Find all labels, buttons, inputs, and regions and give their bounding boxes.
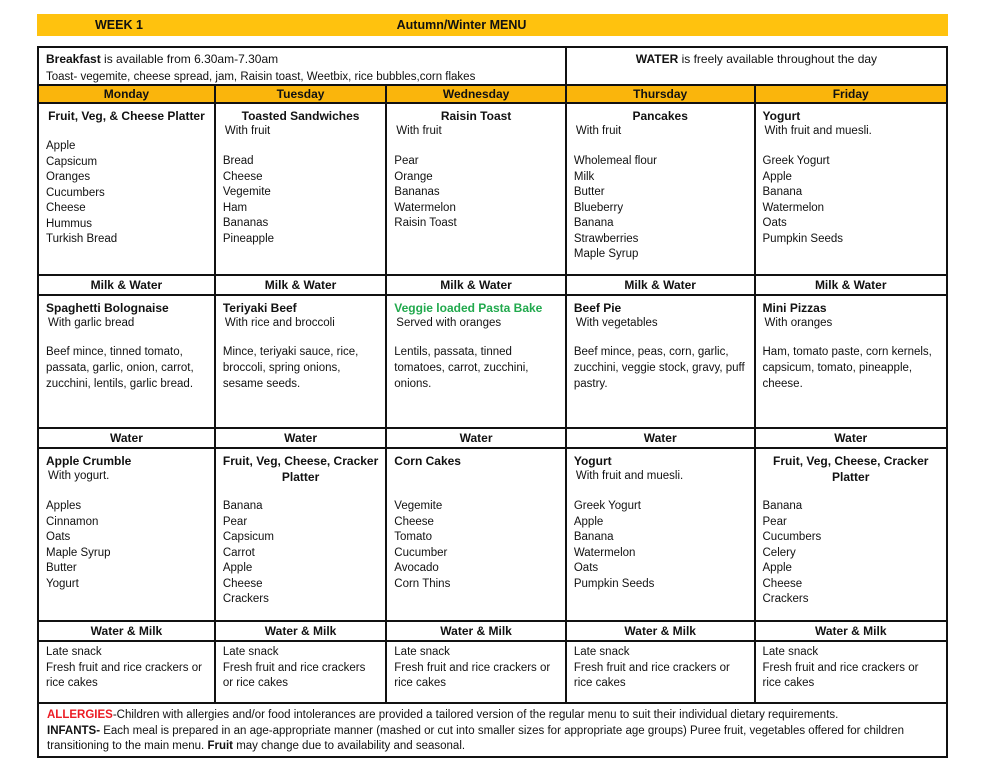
menu-item: Greek Yogurt [573,500,641,512]
late-snack-text: Fresh fruit and rice crackers or rice cakes [222,661,366,689]
breakfast-wednesday [387,104,567,274]
drink-label-wednesday: Water [387,429,567,447]
menu-item: Pumpkin Seeds [573,577,655,590]
breakfast-options: Toast- vegemite, cheese spread, jam, Raisin toast, Weetbix, rice bubbles,corn flakes [46,71,476,83]
day-header-friday: Friday [756,86,946,102]
menu-item: Pineapple [222,232,275,245]
drink-label-tuesday: Water & Milk [216,622,387,640]
menu-item: Butter [573,186,605,198]
late-snack-text: Fresh fruit and rice crackers or rice cakes [46,661,202,689]
meal-subtitle: With yogurt. [48,470,110,482]
snack-monday [39,449,216,620]
snack-friday [756,449,946,620]
meal-items [763,499,939,608]
afternoon-snack-row [39,447,946,620]
late-snack-row [39,640,946,702]
breakfast-friday [756,104,946,274]
late-snack-wednesday [387,642,567,702]
meal-head [46,108,207,139]
late-snack-text: Fresh fruit and rice crackers or rice cakes [394,661,551,689]
meal-title: Raisin Toast [440,109,512,123]
meal-items [763,154,939,247]
menu-item: Apple [762,170,792,183]
infants-label: INFANTS- [47,724,101,737]
snack-tuesday [216,449,387,620]
menu-item: Wholemeal flour [573,155,657,167]
breakfast-availability [39,48,567,84]
meal-subtitle: With fruit [224,125,271,137]
allergies-note [47,708,938,724]
breakfast-monday [39,104,216,274]
menu-item: Vegemite [222,186,271,198]
meal-head [394,453,558,499]
meal-items [394,499,558,592]
meal-head [574,453,747,499]
menu-item: Cheese [762,577,803,590]
menu-item: Banana [573,217,614,229]
meal-title: Teriyaki Beef [222,301,297,315]
meal-title: Fruit, Veg, & Cheese Platter [48,109,205,123]
meal-items [574,154,747,263]
menu-item: Bananas [394,186,440,198]
late-snack-text: Fresh fruit and rice crackers or rice cakes [762,661,919,689]
meal-title: Toasted Sandwiches [241,109,360,123]
meal-title: Fruit, Veg, Cheese, Cracker Platter [222,454,379,484]
drink-label-thursday: Water [567,429,756,447]
meal-subtitle: With oranges [764,317,833,329]
allergies-text: -Children with allergies and/or food intolerances are provided a tailored version of the regular menu to suit their individual dietary requirements. [112,709,839,721]
late-snack-title: Late snack [46,646,102,658]
breakfast-label: Breakfast [46,52,101,66]
menu-item: Vegemite [394,500,443,512]
meal-ingredients: Beef mince, peas, corn, garlic, zucchini, veggie stock, gravy, puff pastry. [573,346,745,390]
menu-item: Crackers [222,593,269,605]
menu-item: Strawberries [573,232,639,245]
meal-subtitle: With vegetables [575,317,658,329]
meal-head [223,453,378,499]
lunch-thursday [567,296,756,427]
meal-title: Yogurt [762,109,801,123]
meal-head [46,453,207,499]
late-snack-monday [39,642,216,702]
breakfast-availability-line [46,51,558,67]
menu-table [37,46,948,758]
menu-item: Crackers [762,593,809,605]
menu-item: Capsicum [46,155,98,168]
menu-item: Oranges [46,171,91,183]
menu-item: Turkish Bread [46,233,118,245]
menu-item: Raisin Toast [394,217,457,229]
menu-item: Blueberry [573,201,624,214]
menu-item: Banana [222,500,263,512]
late-snack-thursday [567,642,756,702]
menu-item: Corn Thins [394,577,451,590]
drink-label-friday: Milk & Water [814,278,887,292]
day-header-row [39,84,946,102]
late-snack-title: Late snack [222,646,279,658]
drink-label-monday: Milk & Water [39,276,216,294]
meal-subtitle: With fruit and muesli. [764,125,872,137]
meal-head [763,453,939,499]
week-label: WEEK 1 [95,18,143,32]
meal-subtitle: With garlic bread [48,317,135,329]
day-header-tuesday: Tuesday [216,86,387,102]
menu-item: Apple [222,562,253,574]
drink-label-monday: Water [39,429,216,447]
menu-item: Pumpkin Seeds [762,232,844,245]
snack-drink-row [39,620,946,640]
meal-subtitle: With fruit and muesli. [575,470,684,482]
water-label: WATER [635,52,679,66]
meal-subtitle: With fruit [396,125,442,137]
meal-title: Mini Pizzas [762,301,827,315]
infants-note [47,724,938,755]
menu-item: Cheese [222,577,263,590]
drink-label-friday: Water [834,431,868,445]
breakfast-availability-text: is available from 6.30am-7.30am [100,52,279,66]
menu-item: Oats [573,562,599,574]
menu-item: Avocado [394,562,439,574]
drink-label-thursday: Water & Milk [567,622,756,640]
meal-head [763,108,939,154]
late-snack-tuesday [216,642,387,702]
menu-item: Yogurt [46,577,79,590]
meal-subtitle: Served with oranges [396,317,502,329]
meal-ingredients: Mince, teriyaki sauce, rice, broccoli, spring onions, sesame seeds. [222,346,359,390]
menu-item: Milk [573,170,595,183]
menu-item: Cheese [46,202,86,214]
snack-thursday [567,449,756,620]
late-snack-title: Late snack [573,646,630,658]
menu-item: Cucumber [394,546,448,559]
menu-item: Cheese [222,170,263,183]
late-snack-title: Late snack [394,646,450,658]
menu-item: Pear [394,155,419,167]
infants-text: Each meal is prepared in an age-appropriate manner (mashed or cut into smaller sizes for appropriate age groups) Puree fruit, vegetables offered for children transitioning to the main menu. [47,724,904,752]
meal-title: Yogurt [573,454,612,468]
water-availability [567,48,946,84]
late-snack-friday [756,642,946,702]
drink-label-tuesday: Milk & Water [216,276,387,294]
menu-item: Butter [46,562,77,574]
day-header-wednesday: Wednesday [387,86,567,102]
menu-item: Cheese [394,515,434,528]
late-snack-text: Fresh fruit and rice crackers or rice cakes [573,661,730,689]
menu-item: Pear [762,515,787,528]
menu-item: Capsicum [222,531,274,543]
menu-item: Carrot [222,546,255,559]
drink-label-friday: Water & Milk [814,624,887,638]
allergies-label: ALLERGIES [47,709,113,721]
lunch-monday [39,296,216,427]
meal-ingredients: Ham, tomato paste, corn kernels, capsicum, tomato, pineapple, cheese. [762,346,932,390]
meal-items [394,154,558,232]
lunch-drink-row [39,427,946,447]
water-availability-text: is freely available throughout the day [678,52,878,66]
menu-item: Maple Syrup [46,546,111,559]
meal-title: Pancakes [632,109,688,123]
meal-head [394,108,558,154]
menu-item: Watermelon [762,201,825,214]
breakfast-drink-row [39,274,946,294]
drink-label-wednesday: Water & Milk [387,622,567,640]
meal-items [574,499,747,592]
meal-title: Fruit, Veg, Cheese, Cracker Platter [773,454,929,484]
menu-item: Apple [46,140,76,152]
fruit-label: Fruit [207,740,234,752]
drink-label-tuesday: Water [216,429,387,447]
menu-item: Watermelon [394,201,456,214]
menu-item: Watermelon [573,546,636,559]
meal-head [574,108,747,154]
drink-label-monday: Water & Milk [39,622,216,640]
menu-item: Banana [573,531,614,543]
menu-item: Apple [573,515,604,528]
menu-item: Cinnamon [46,515,99,528]
menu-item: Cucumbers [46,186,105,199]
meal-title: Corn Cakes [394,454,461,468]
water-availability-line [574,51,939,67]
meal-ingredients: Beef mince, tinned tomato, passata, garlic, onion, carrot, zucchini, lentils, garlic bread. [46,346,194,390]
fruit-text: may change due to availability and seasonal. [233,740,466,752]
lunch-tuesday [216,296,387,427]
breakfast-tuesday [216,104,387,274]
menu-item: Tomato [394,531,432,543]
meal-title: Apple Crumble [46,454,132,468]
meal-items [46,499,207,592]
lunch-wednesday [387,296,567,427]
meal-subtitle: With fruit [575,125,622,137]
lunch-row [39,294,946,427]
menu-item: Pear [222,515,248,528]
menu-item: Bananas [222,217,269,229]
menu-item: Banana [762,186,803,198]
breakfast-row [39,102,946,274]
menu-item: Celery [762,546,796,559]
menu-item: Cucumbers [762,531,822,543]
menu-item: Oats [762,217,787,229]
drink-label-wednesday: Milk & Water [387,276,567,294]
lunch-friday [756,296,946,427]
menu-item: Maple Syrup [573,248,639,260]
meal-ingredients: Lentils, passata, tinned tomatoes, carrot, zucchini, onions. [394,346,529,390]
snack-wednesday [387,449,567,620]
availability-row [39,48,946,84]
meal-subtitle: With rice and broccoli [224,317,335,329]
meal-title: Veggie loaded Pasta Bake [394,301,543,315]
meal-items [223,154,378,247]
meal-head [223,108,378,154]
meal-items [46,139,207,248]
menu-item: Oats [46,531,71,543]
menu-item: Orange [394,170,433,183]
meal-items [223,499,378,608]
drink-label-thursday: Milk & Water [567,276,756,294]
title-bar [37,14,948,36]
menu-item: Banana [762,500,803,512]
breakfast-thursday [567,104,756,274]
notes-section [39,702,946,756]
meal-title: Spaghetti Bolognaise [46,301,169,315]
menu-item: Apple [762,562,792,574]
menu-item: Hummus [46,217,93,230]
menu-item: Greek Yogurt [762,155,830,167]
menu-item: Ham [222,201,248,214]
day-header-thursday: Thursday [567,86,756,102]
late-snack-title: Late snack [762,646,819,658]
menu-item: Apples [46,500,82,512]
menu-item: Bread [222,155,254,167]
meal-title: Beef Pie [573,301,622,315]
day-header-monday: Monday [39,86,216,102]
menu-title: Autumn/Winter MENU [396,18,527,32]
